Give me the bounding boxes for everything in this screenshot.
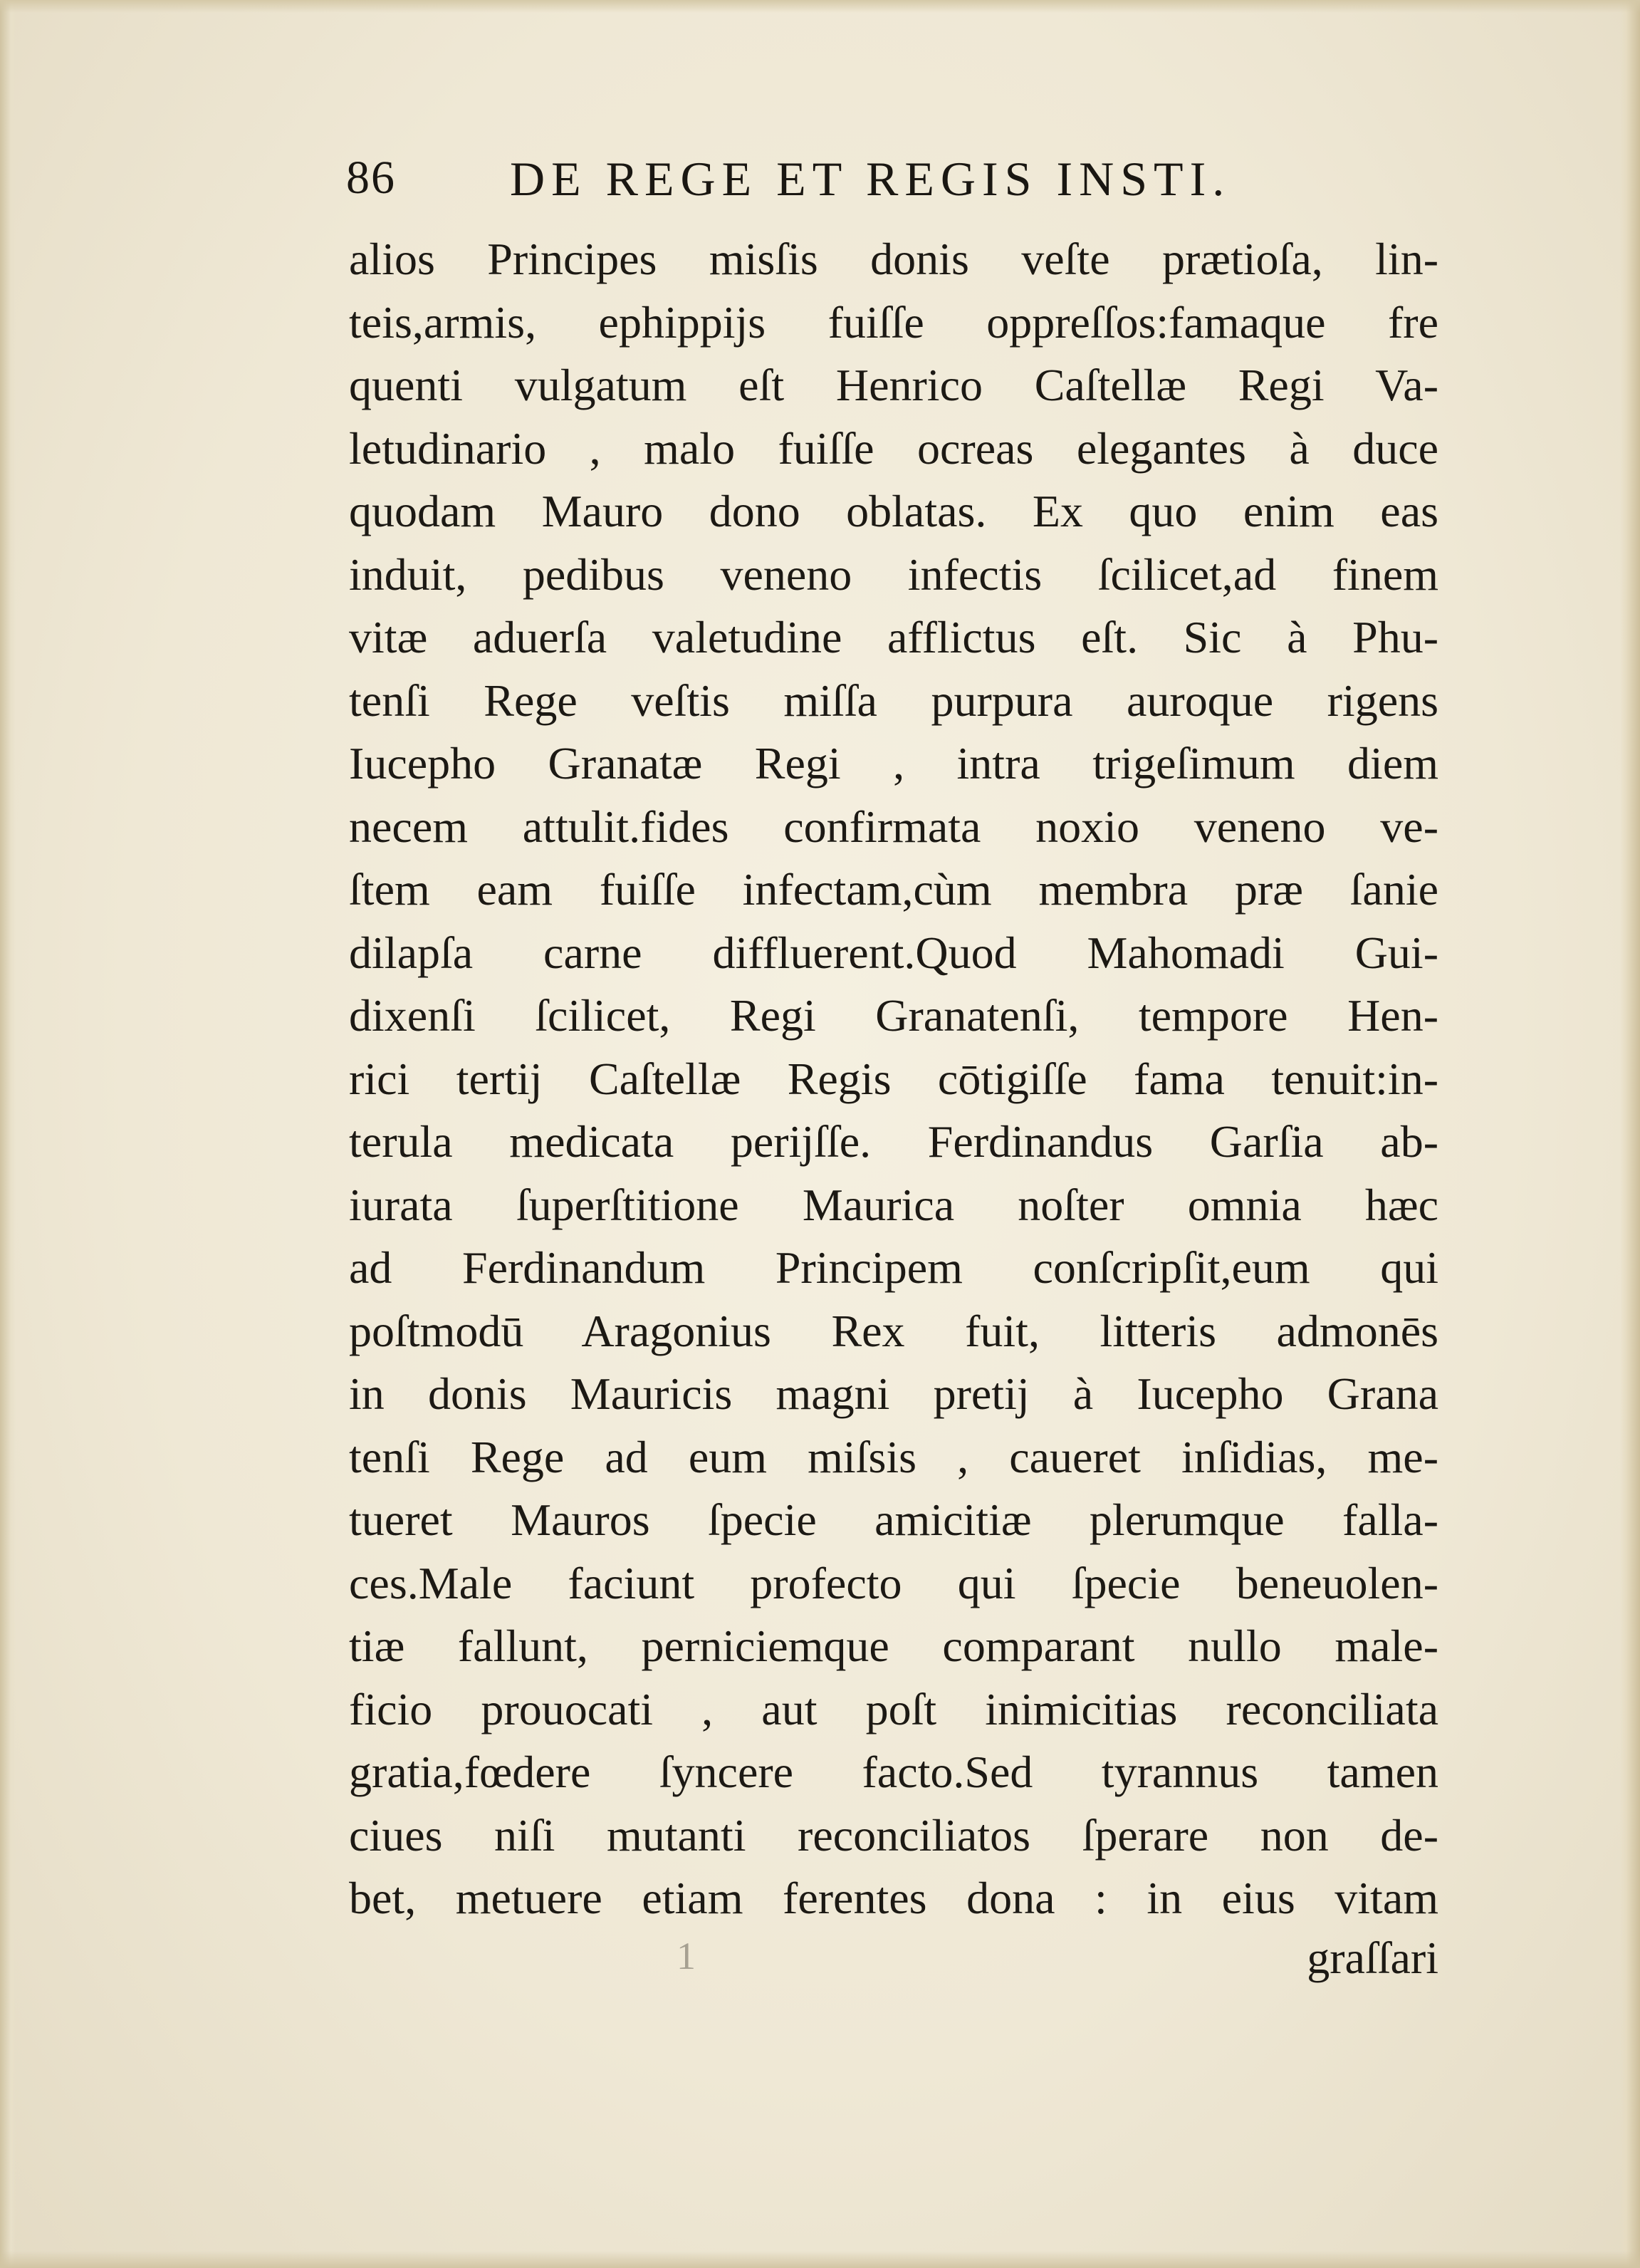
text-line: iurata ſuperſtitione Maurica noſter omnia hæc [349,1179,1438,1230]
text-line: vitæ aduerſa valetudine afflictus eſt. Sic à Phu- [349,612,1438,662]
text-line: tiæ fallunt, perniciemque comparant nullo male- [349,1621,1438,1671]
text-line: dilapſa carne diffluerent.Quod Mahomadi Gui- [349,927,1438,978]
text-line: Iucepho Granatæ Regi , intra trigeſimum diem [349,738,1438,789]
page-number: 86 [346,152,396,204]
page-left-edge [0,0,16,2268]
text-line: ciues niſi mutanti reconciliatos ſperare non de- [349,1809,1438,1861]
page-footer [349,1927,1438,1991]
signature-mark: 1 [677,1935,696,1977]
text-line: necem attulit.fides confirmata noxio veneno ve- [349,801,1438,852]
text-line: poſtmodū Aragonius Rex fuit, litteris admonēs [349,1305,1438,1356]
text-line: tueret Mauros ſpecie amicitiæ plerumque falla- [349,1494,1438,1545]
text-line: induit, pedibus veneno infectis ſcilicet,ad finem [349,548,1438,600]
text-line: bet, metuere etiam ferentes dona : in eius vitam [349,1873,1438,1923]
running-title: DE REGE ET REGIS INSTI. [510,152,1231,206]
text-line: in donis Mauricis magni pretij à Iucepho Grana [349,1368,1438,1419]
text-line: rici tertij Caſtellæ Regis cōtigiſſe fama tenuit:in- [349,1053,1438,1104]
body-text [349,228,1438,1930]
text-line: quodam Mauro dono oblatas. Ex quo enim eas [349,486,1438,536]
text-line: tenſi Rege ad eum miſsis , caueret inſidias, me- [349,1431,1438,1482]
text-line: alios Principes misſis donis veſte prætioſa, lin- [349,234,1438,284]
text-line: ad Ferdinandum Principem conſcripſit,eum qui [349,1242,1438,1293]
text-line: ſtem eam fuiſſe infectam,cùm membra præ ſanie [349,864,1438,915]
text-line: tenſi Rege veſtis miſſa purpura auroque rigens [349,675,1438,726]
page-header [346,151,1443,215]
text-line: teis,armis, ephippijs fuiſſe oppreſſos:famaque fre [349,296,1438,348]
text-line: quenti vulgatum eſt Henrico Caſtellæ Regi Va- [349,360,1438,410]
page-top-edge [0,0,1640,13]
text-line: ficio prouocati , aut poſt inimicitias reconciliata [349,1683,1438,1734]
text-line: dixenſi ſcilicet, Regi Granatenſi, tempore Hen- [349,990,1438,1041]
text-line: terula medicata perijſſe. Ferdinandus Garſia ab- [349,1116,1438,1167]
catchword: graſſari [1307,1933,1438,1983]
text-line: gratia,fœdere ſyncere facto.Sed tyrannus tamen [349,1747,1438,1797]
page-right-edge [1620,0,1640,2268]
text-line: letudinario , malo fuiſſe ocreas elegantes à duce [349,422,1438,474]
text-line: ces.Male faciunt profecto qui ſpecie beneuolen- [349,1557,1438,1608]
page-bottom-edge [0,2251,1640,2268]
